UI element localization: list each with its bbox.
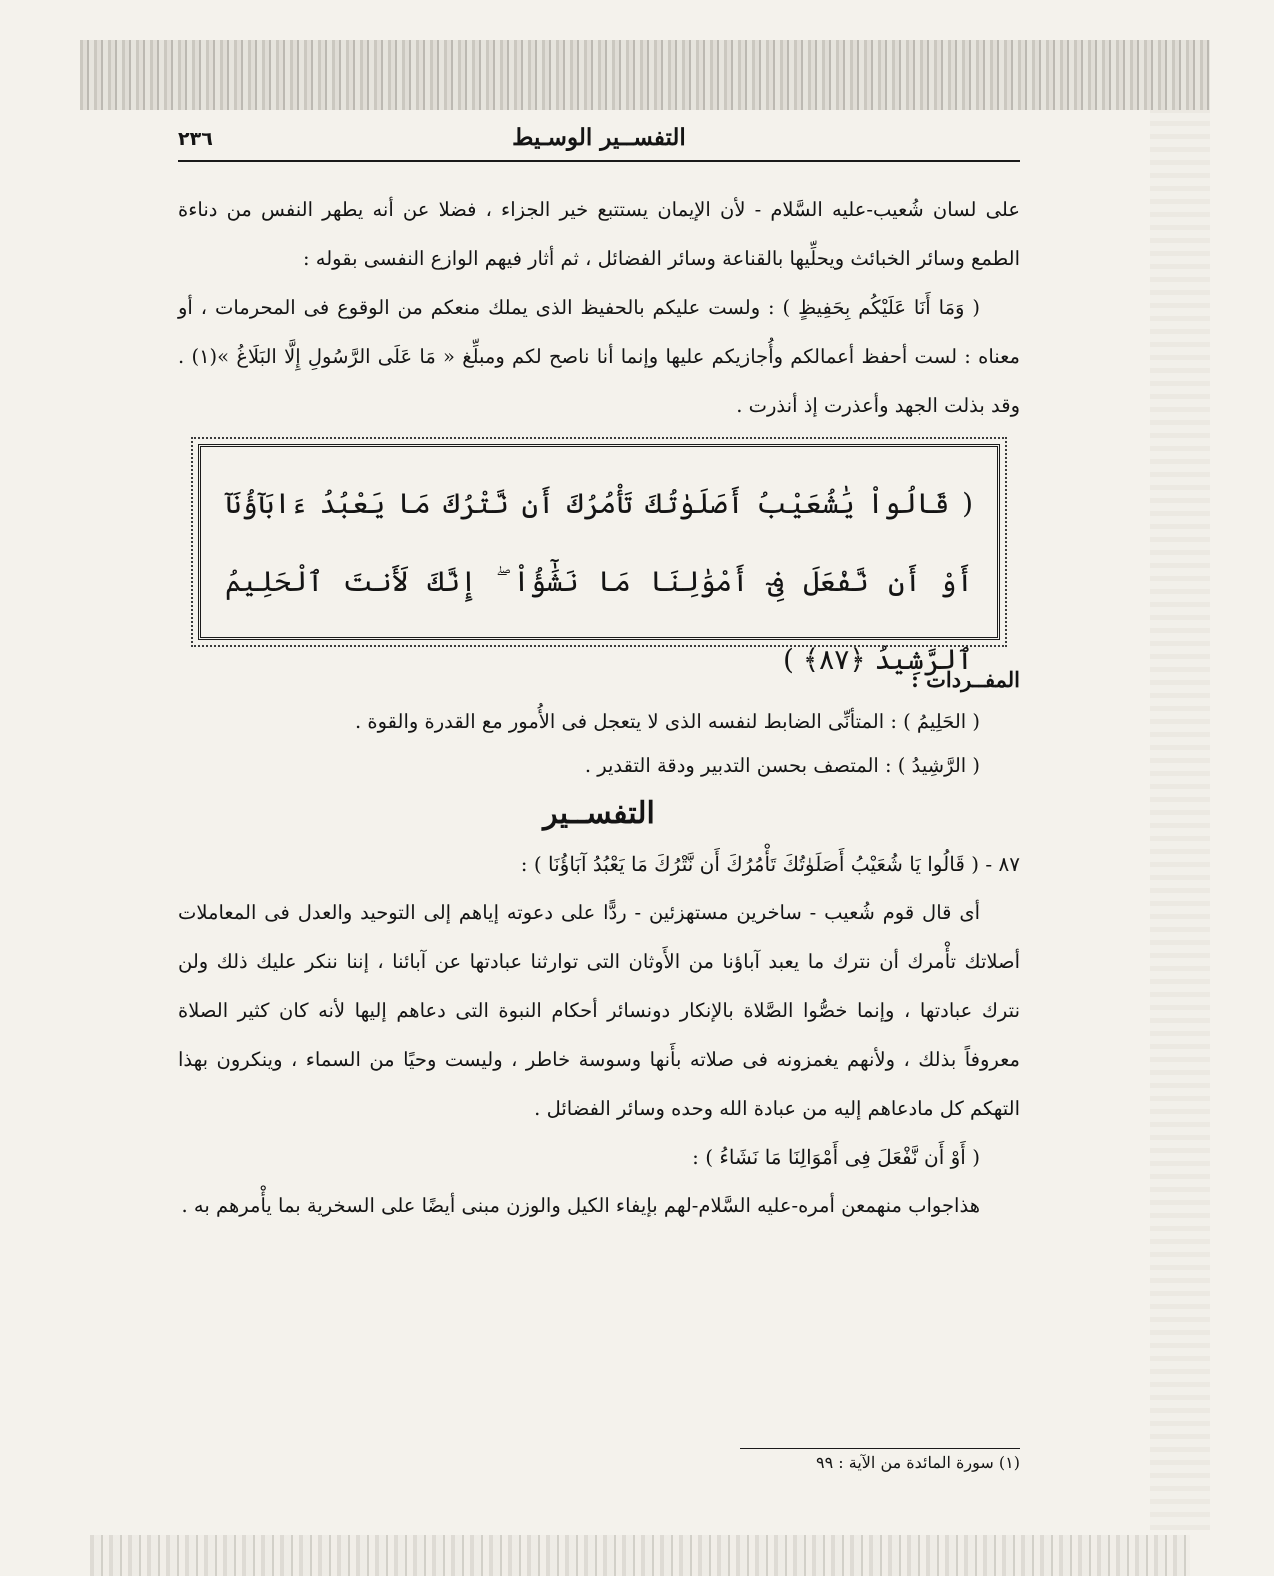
scan-right-edge — [1150, 110, 1210, 1530]
vocab-halim: ( الحَلِيمُ ) : المتأنِّى الضابط لنفسه الذى لا يتعجل فى الأُمور مع القدرة والقوة . — [355, 710, 980, 733]
vocab-rashid: ( الرَّشِيدُ ) : المتصف بحسن التدبير ودقة التقدير . — [584, 754, 980, 777]
paragraph-intro: على لسان شُعيب-عليه السَّلام - لأن الإيمان يستتبع خير الجزاء ، فضلا عن أنه يطهر النفس من دناءة الطمع وسائر الخبائث ويحلِّيها بالقناعة وسائر الفضائل ، ثم أثار فيهم الوازع النفسى بقوله : — [178, 198, 1020, 270]
paragraph-explanation: أى قال قوم شُعيب - ساخرين مستهزئين - ردًّا على دعوته إياهم إلى التوحيد والعدل فى المعاملات أصلاتك تأْمرك أن نترك ما يعبد آباؤنا من الأَوثان التى توارثنا عبادتها عن آبائنا ، إننا ننكر عليك ذلك ولن نترك عبادتها ، وإنما خصُّوا الصَّلاة بالإنكار دونسائر أحكام النبوة التى دعاهم إليها لأنه كان كثير الصلاة معروفاً بذلك ، ولأنهم يغمزونه فى صلاته بأَنها وسوسة خاطر ، وليست وحيًا من السماء ، وينكرون بهذا التهكم كل مادعاهم إليه من عبادة الله وحده وسائر الفضائل . — [178, 901, 1020, 1120]
tafsir-heading: التفســير — [543, 796, 655, 831]
verse-87-second-quote: ( أَوْ أَن نَّفْعَلَ فِى أَمْوَالِنَا مَا نَشَاءُ ) : — [692, 1145, 980, 1169]
scan-top-edge — [80, 40, 1210, 110]
vocabulary-heading: المفــردات : — [911, 667, 1020, 692]
footnote: (١) سورة المائدة من الآية : ٩٩ — [740, 1448, 1020, 1472]
paragraph-hafiz: ( وَمَا أَنَا عَلَيْكُم بِحَفِيظٍ ) : ولست عليكم بالحفيظ الذى يملك منعكم من الوقوع فى المحرمات ، أو معناه : لست أحفظ أعمالكم وأُجازيكم عليها وإنما أنا ناصح لكم ومبلِّغ « مَا عَلَى الرَّسُولِ إِلَّا البَلَاغُ »(١) . وقد بذلت الجهد وأعذرت إذ أنذرت . — [178, 296, 1020, 417]
page-content — [178, 185, 1020, 1230]
quran-verse-box: ( قَالُواْ يَٰشُعَيْبُ أَصَلَوٰتُكَ تَأْمُرُكَ أَن نَّتْرُكَ مَا يَعْبُدُ ءَابَآؤُنَآ أَوْ أَن نَّفْعَلَ فِىٓ أَمْوَٰلِنَا مَا نَشَٰٓؤُاْ ۖ إِنَّكَ لَأَنتَ ٱلْحَلِيمُ ٱلرَّشِيدُ ﴿٨٧﴾ ) — [198, 444, 1000, 640]
running-title: التفســير الوسـيط — [512, 124, 686, 151]
scan-bottom-edge — [90, 1535, 1190, 1576]
verse-87-quote: ٨٧ - ( قَالُوا يَا شُعَيْبُ أَصَلَوٰتُكَ تَأْمُرُكَ أَن نَّتْرُكَ مَا يَعْبُدُ آبَاؤُنَا ) : — [520, 852, 1020, 876]
paragraph-answer: هذاجواب منهمعن أمره-عليه السَّلام-لهم بإيفاء الكيل والوزن مبنى أيضًا على السخرية بما يأْمرهم به . — [181, 1194, 980, 1217]
page-header — [178, 120, 1020, 162]
page-number: ٢٣٦ — [178, 128, 213, 150]
